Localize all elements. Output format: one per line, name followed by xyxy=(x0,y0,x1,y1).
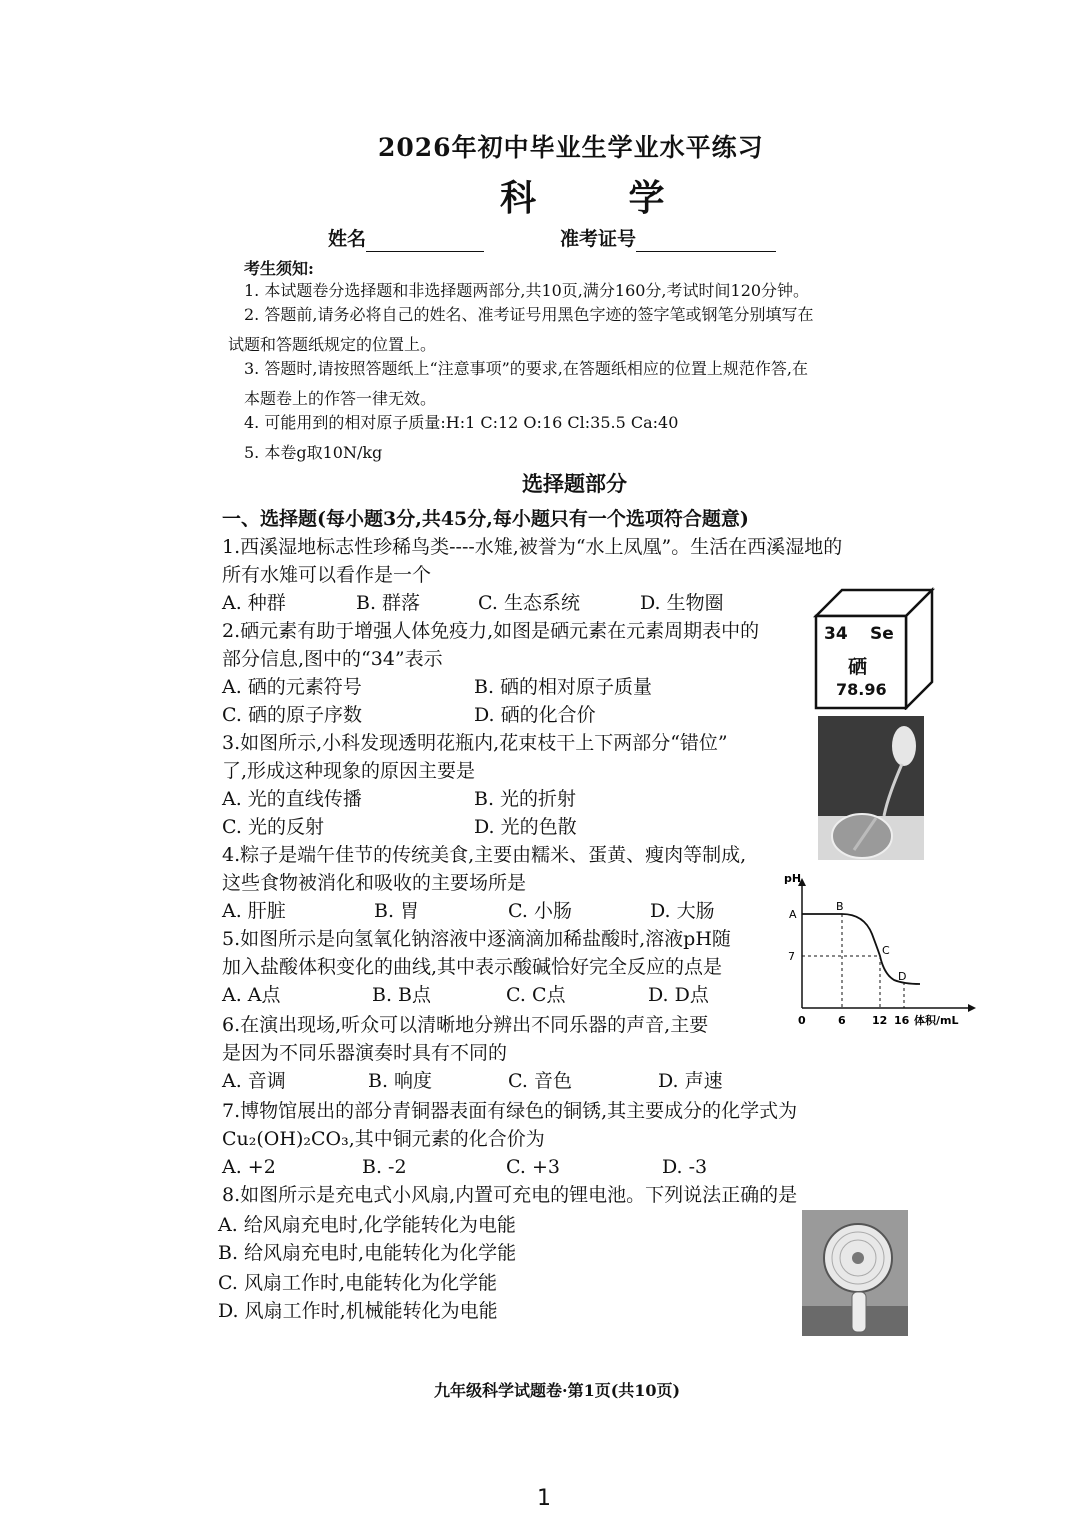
q1-line-1: 1.西溪湿地标志性珍稀鸟类----水雉,被誉为“水上凤凰”。生活在西溪湿地的 xyxy=(222,536,843,558)
notice-item-5: 5. 本卷g取10N/kg xyxy=(244,443,383,462)
notice-item-4: 4. 可能用到的相对原子质量:H:1 C:12 O:16 Cl:35.5 Ca:40 xyxy=(244,413,679,432)
q6-option-c: C. 音色 xyxy=(508,1070,572,1092)
page-number: 1 xyxy=(537,1486,551,1511)
q3-option-d: D. 光的色散 xyxy=(474,816,577,838)
q5-option-a: A. A点 xyxy=(222,984,281,1006)
q2-option-c: C. 硒的原子序数 xyxy=(222,704,362,726)
q4-option-a: A. 肝脏 xyxy=(222,900,286,922)
q8-option-d: D. 风扇工作时,机械能转化为电能 xyxy=(218,1300,498,1322)
notice-item-1: 1. 本试题卷分选择题和非选择题两部分,共10页,满分160分,考试时间120分钟。 xyxy=(244,281,810,300)
q4-line-2: 这些食物被消化和吸收的主要场所是 xyxy=(222,872,527,894)
exam-title: 2026年初中毕业生学业水平练习 xyxy=(378,133,764,162)
section-title: 选择题部分 xyxy=(522,471,627,496)
ph-point-d: D xyxy=(898,970,907,983)
q3-line-2: 了,形成这种现象的原因主要是 xyxy=(222,760,476,782)
id-blank xyxy=(636,233,776,252)
element-symbol: Se xyxy=(870,624,894,644)
q7-option-c: C. +3 xyxy=(506,1156,560,1178)
q4-option-d: D. 大肠 xyxy=(650,900,715,922)
ph-point-b: B xyxy=(836,900,844,913)
q6-line-2: 是因为不同乐器演奏时具有不同的 xyxy=(222,1042,508,1064)
element-box-figure xyxy=(812,586,936,710)
q5-line-1: 5.如图所示是向氢氧化钠溶液中逐滴滴加稀盐酸时,溶液pH随 xyxy=(222,928,731,950)
ph-tick-6: 6 xyxy=(838,1014,846,1027)
q5-option-b: B. B点 xyxy=(372,984,432,1006)
q5-option-d: D. D点 xyxy=(648,984,709,1006)
q3-line-1: 3.如图所示,小科发现透明花瓶内,花束枝干上下两部分“错位” xyxy=(222,732,728,754)
vase-photo xyxy=(818,716,924,860)
notice-item-2a: 2. 答题前,请务必将自己的姓名、准考证号用黑色字迹的签字笔或钢笔分别填写在 xyxy=(244,305,814,324)
part-title: 一、选择题(每小题3分,共45分,每小题只有一个选项符合题意) xyxy=(222,508,749,530)
name-blank xyxy=(366,233,484,252)
q7-option-a: A. +2 xyxy=(222,1156,276,1178)
q7-line-2: Cu₂(OH)₂CO₃,其中铜元素的化合价为 xyxy=(222,1128,545,1150)
ph-tick-0: 0 xyxy=(798,1014,806,1027)
id-field xyxy=(560,226,776,252)
ph-x-arrow xyxy=(968,1004,976,1012)
q4-option-c: C. 小肠 xyxy=(508,900,572,922)
q5-line-2: 加入盐酸体积变化的曲线,其中表示酸碱恰好完全反应的点是 xyxy=(222,956,723,978)
q8-option-c: C. 风扇工作时,电能转化为化学能 xyxy=(218,1272,497,1294)
ph-y-label: pH xyxy=(784,872,802,885)
q5-option-c: C. C点 xyxy=(506,984,566,1006)
q2-option-b: B. 硒的相对原子质量 xyxy=(474,676,653,698)
q2-option-a: A. 硒的元素符号 xyxy=(222,676,362,698)
name-field xyxy=(328,226,484,252)
q8-option-b: B. 给风扇充电时,电能转化为化学能 xyxy=(218,1242,517,1264)
fan-photo xyxy=(802,1210,908,1336)
q3-option-a: A. 光的直线传播 xyxy=(222,788,362,810)
q1-option-d: D. 生物圈 xyxy=(640,592,724,614)
subject-title: 科 学 xyxy=(500,177,705,219)
q2-line-2: 部分信息,图中的“34”表示 xyxy=(222,648,443,670)
q6-option-d: D. 声速 xyxy=(658,1070,723,1092)
q3-option-b: B. 光的折射 xyxy=(474,788,577,810)
fan-photo-svg xyxy=(802,1210,908,1336)
q1-option-c: C. 生态系统 xyxy=(478,592,580,614)
vase-photo-svg xyxy=(818,716,924,860)
ph-tick-16: 16 xyxy=(894,1014,910,1027)
q4-option-b: B. 胃 xyxy=(374,900,420,922)
q2-option-d: D. 硒的化合价 xyxy=(474,704,596,726)
q3-option-c: C. 光的反射 xyxy=(222,816,324,838)
ph-seven-label: 7 xyxy=(788,950,795,963)
ph-point-c: C xyxy=(882,944,890,957)
q6-option-a: A. 音调 xyxy=(222,1070,286,1092)
element-name: 硒 xyxy=(848,656,868,678)
notice-item-3b: 本题卷上的作答一律无效。 xyxy=(244,389,437,408)
q4-line-1: 4.粽子是端午佳节的传统美食,主要由糯米、蛋黄、瘦肉等制成, xyxy=(222,844,747,866)
name-label: 姓名 xyxy=(328,228,367,250)
ph-point-a: A xyxy=(789,908,797,921)
ph-chart xyxy=(780,870,980,1030)
q6-option-b: B. 响度 xyxy=(368,1070,433,1092)
notice-item-2b: 试题和答题纸规定的位置上。 xyxy=(228,335,437,354)
notice-heading: 考生须知: xyxy=(244,259,314,278)
page-info: 九年级科学试题卷·第1页(共10页) xyxy=(434,1381,681,1400)
q1-option-a: A. 种群 xyxy=(222,592,286,614)
q2-line-1: 2.硒元素有助于增强人体免疫力,如图是硒元素在元素周期表中的 xyxy=(222,620,760,642)
q7-option-d: D. -3 xyxy=(662,1156,708,1178)
ph-tick-12: 12 xyxy=(872,1014,888,1027)
element-mass: 78.96 xyxy=(836,680,887,699)
q7-option-b: B. -2 xyxy=(362,1156,407,1178)
q8-option-a: A. 给风扇充电时,化学能转化为电能 xyxy=(218,1214,516,1236)
q6-line-1: 6.在演出现场,听众可以清晰地分辨出不同乐器的声音,主要 xyxy=(222,1014,709,1036)
q1-line-2: 所有水雉可以看作是一个 xyxy=(222,564,432,586)
notice-item-3a: 3. 答题时,请按照答题纸上“注意事项”的要求,在答题纸相应的位置上规范作答,在 xyxy=(244,359,808,378)
q1-option-b: B. 群落 xyxy=(356,592,421,614)
ph-x-label: 体积/mL xyxy=(914,1014,959,1027)
id-label: 准考证号 xyxy=(560,228,637,250)
q8-line-1: 8.如图所示是充电式小风扇,内置可充电的锂电池。下列说法正确的是 xyxy=(222,1184,798,1206)
ph-chart-svg xyxy=(780,870,980,1030)
element-number: 34 xyxy=(824,624,848,644)
q7-line-1: 7.博物馆展出的部分青铜器表面有绿色的铜锈,其主要成分的化学式为 xyxy=(222,1100,798,1122)
